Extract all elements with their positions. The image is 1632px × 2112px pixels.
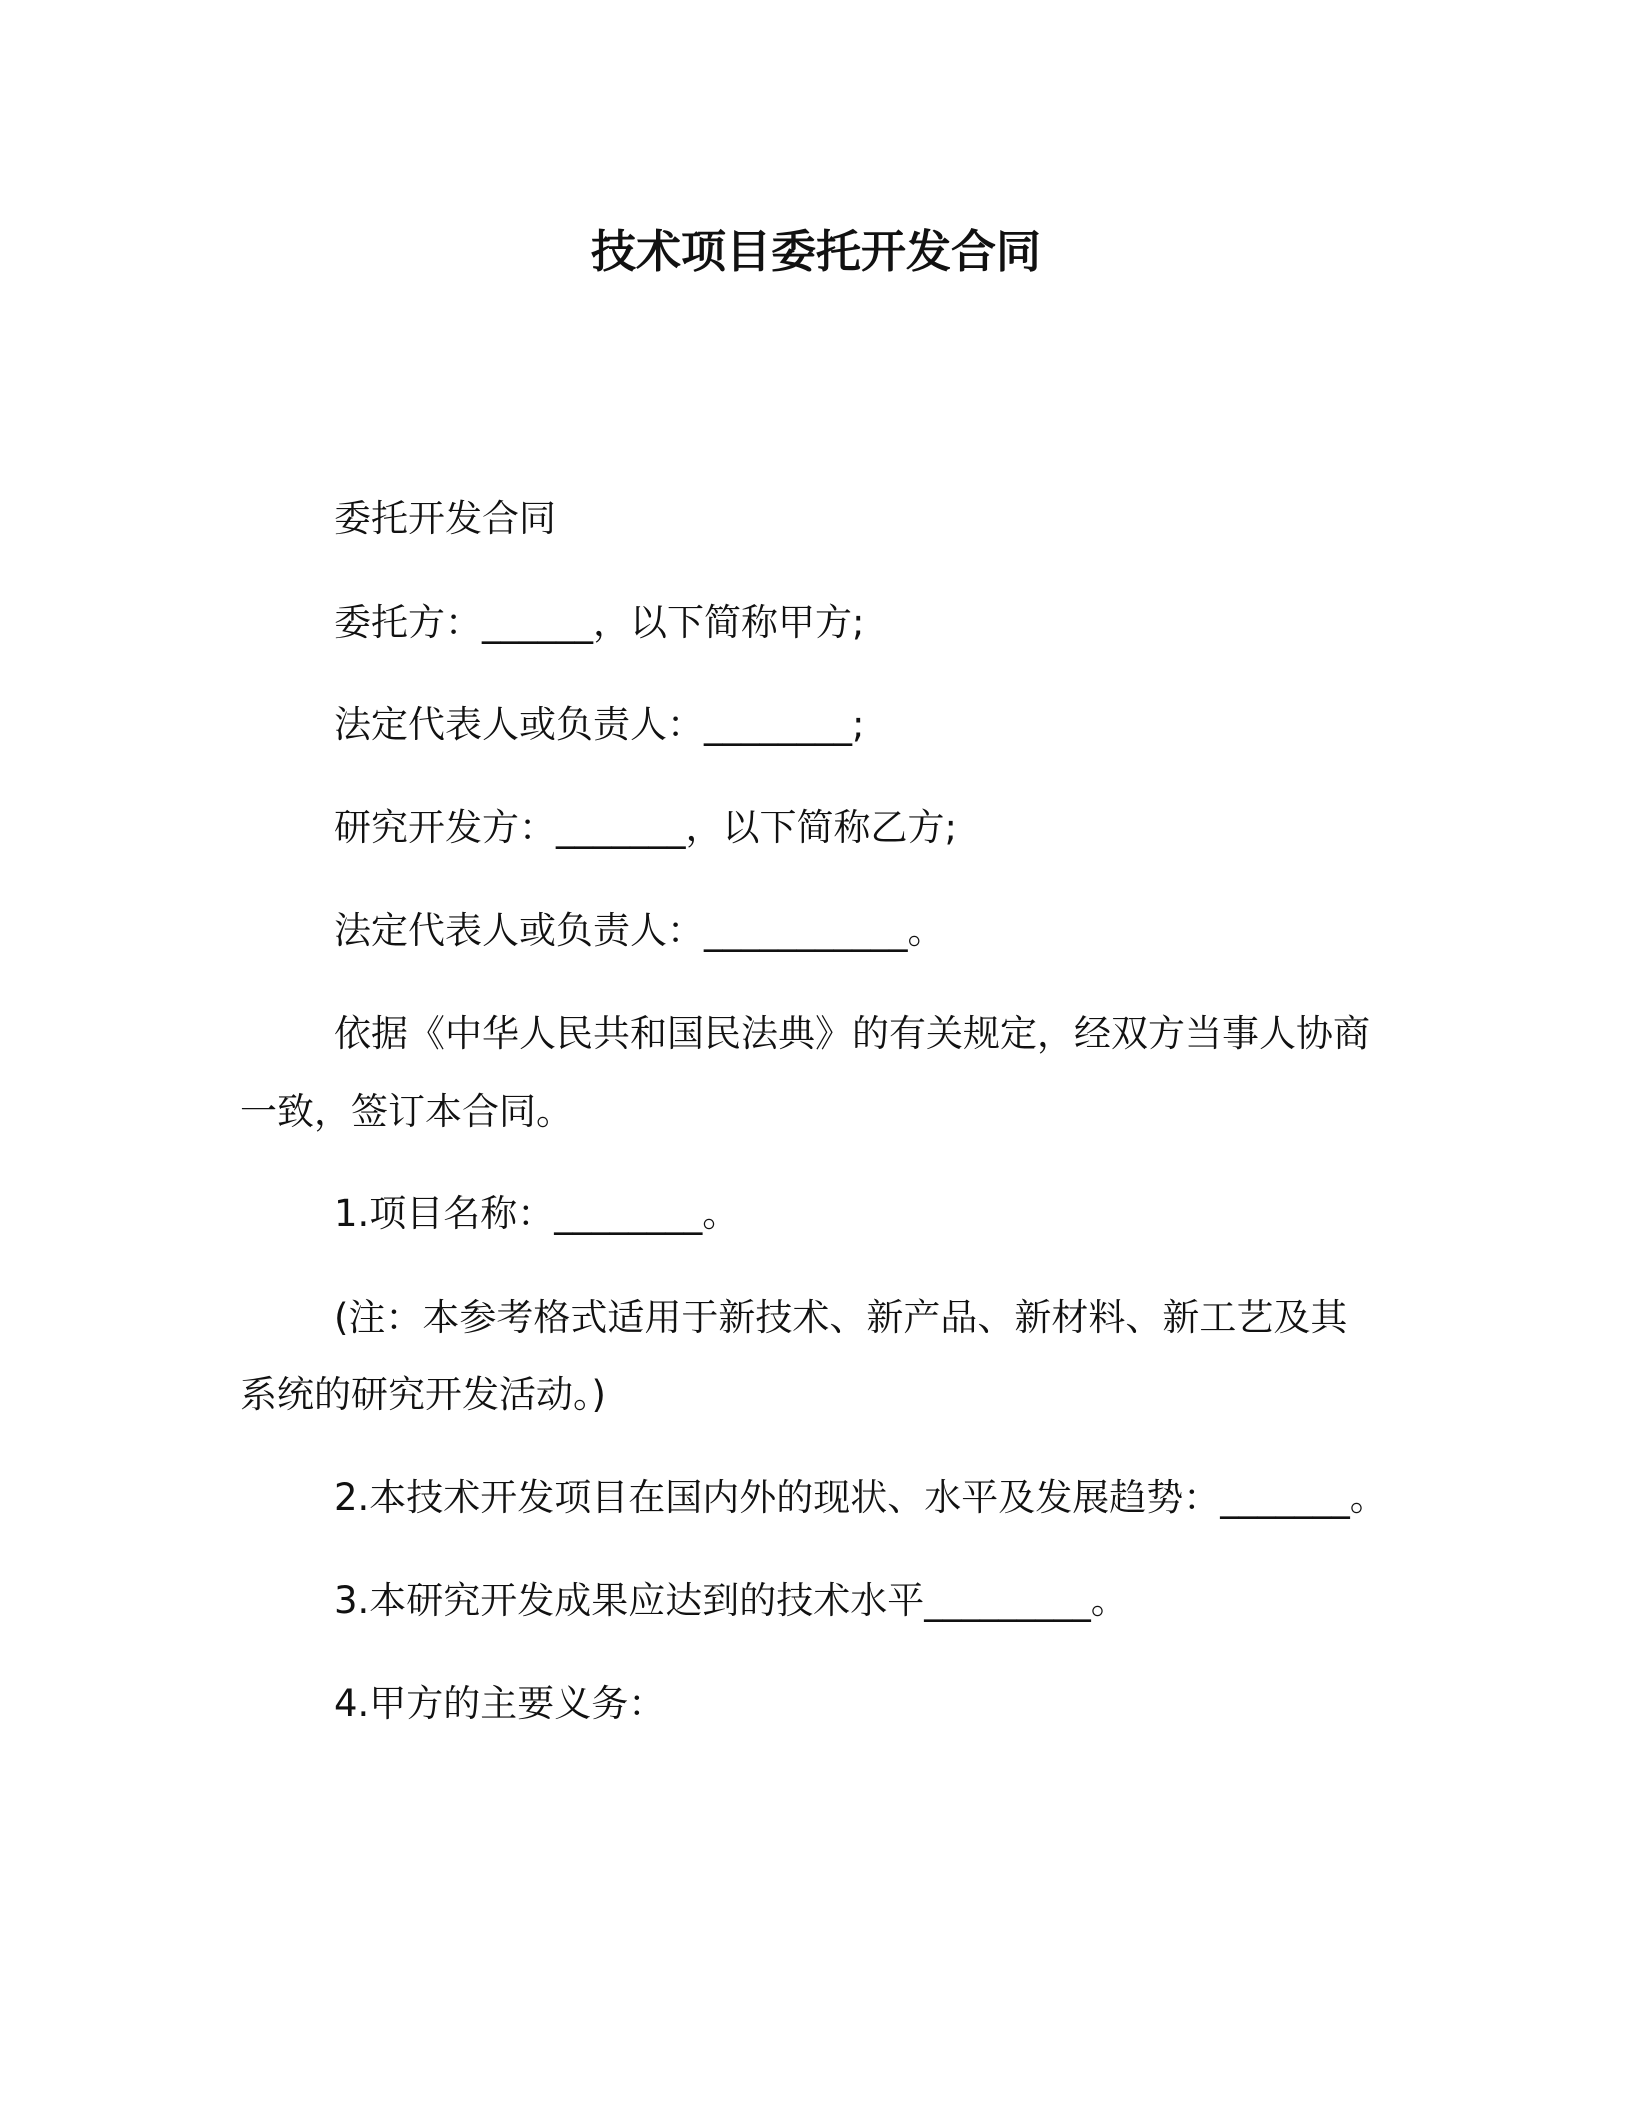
clause-2-status: 2.本技术开发项目在国内外的现状、水平及发展趋势：_______。: [334, 1476, 1387, 1519]
document-title: 技术项目委托开发合同: [590, 225, 1041, 278]
client-party-line: 委托方：______，以下简称甲方;: [334, 601, 865, 644]
client-representative-line: 法定代表人或负责人：________;: [334, 703, 865, 746]
contract-heading: 委托开发合同: [334, 497, 556, 540]
legal-basis-line-1: 依据《中华人民共和国民法典》的有关规定，经双方当事人协商: [334, 1012, 1370, 1055]
scope-note-line-1: (注：本参考格式适用于新技术、新产品、新材料、新工艺及其: [334, 1296, 1348, 1339]
legal-basis-line-2: 一致，签订本合同。: [240, 1090, 573, 1133]
developer-representative-line: 法定代表人或负责人：___________。: [334, 909, 945, 952]
clause-4-client-obligations: 4.甲方的主要义务：: [334, 1682, 666, 1725]
scope-note-line-2: 系统的研究开发活动。): [240, 1373, 606, 1416]
developer-party-line: 研究开发方：_______，以下简称乙方;: [334, 806, 957, 849]
clause-1-project-name: 1.项目名称：________。: [334, 1192, 740, 1235]
clause-3-technical-level: 3.本研究开发成果应达到的技术水平_________。: [334, 1579, 1128, 1622]
